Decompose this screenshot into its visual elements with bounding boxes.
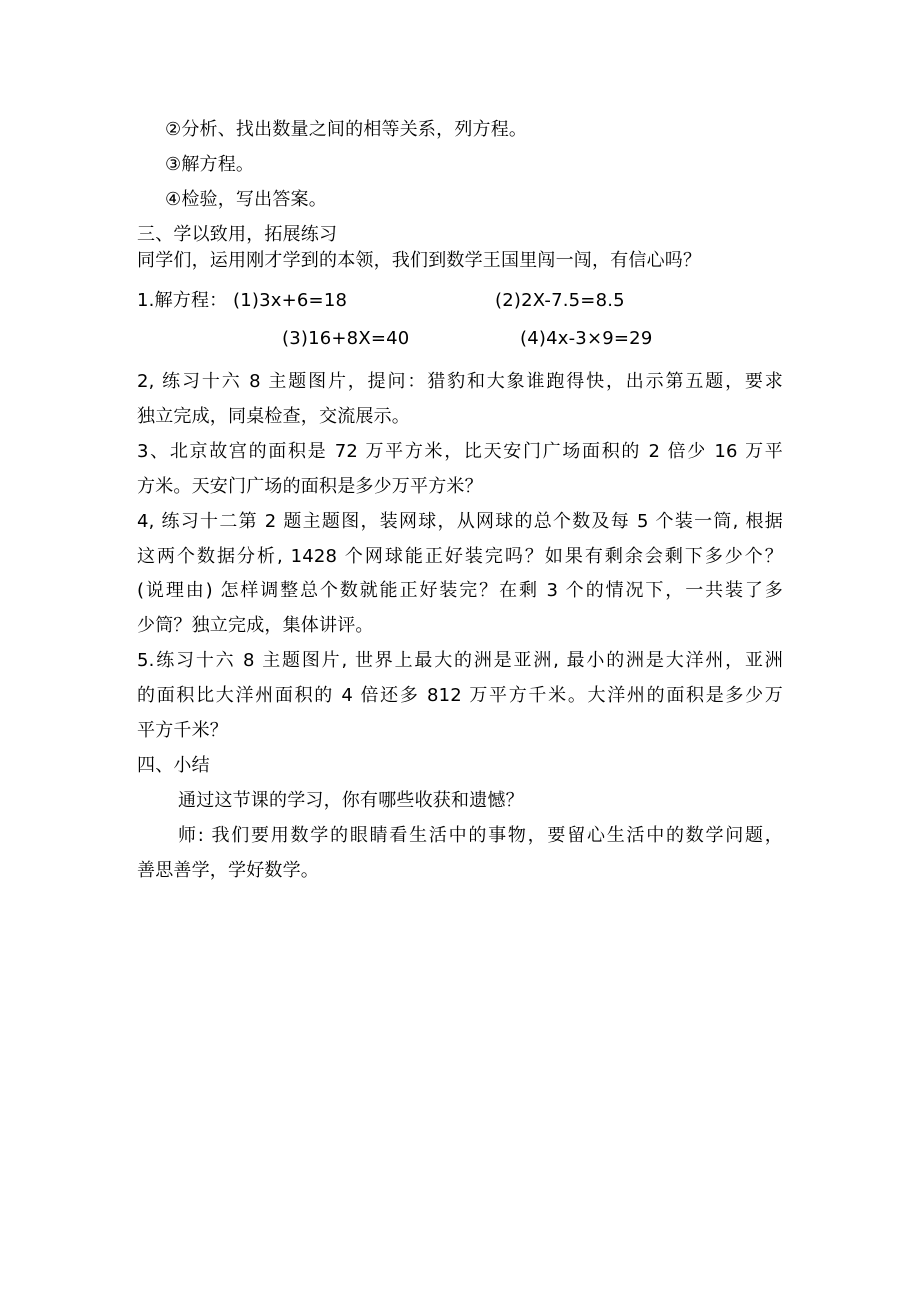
teacher-remark-line-1: 师: 我们要用数学的眼睛看生活中的事物，要留心生活中的数学问题， [178, 825, 783, 846]
exercise-5-line-1: 5.练习十六 8 主题图片, 世界上最大的洲是亚洲, 最小的洲是大洋州，亚洲 [137, 650, 783, 671]
teacher-remark-line-2: 善思善学，学好数学。 [137, 860, 319, 881]
exercise-4-line-4: 少筒？独立完成，集体讲评。 [137, 615, 374, 636]
equation-4: (4)4x-3×9=29 [520, 328, 653, 349]
summary-question: 通过这节课的学习，你有哪些收获和遗憾？ [178, 790, 524, 811]
step-3-text: ③解方程。 [165, 154, 255, 175]
section-3-heading: 三、学以致用，拓展练习 [137, 224, 338, 245]
equation-2: (2)2X-7.5=8.5 [495, 290, 625, 311]
exercise-2-line-2: 独立完成，同桌检查，交流展示。 [137, 406, 410, 427]
equation-3: (3)16+8X=40 [282, 328, 410, 349]
section-3-intro: 同学们，运用刚才学到的本领，我们到数学王国里闯一闯，有信心吗？ [137, 250, 702, 271]
exercise-3-line-2: 方米。天安门广场的面积是多少万平方米？ [137, 476, 483, 497]
exercise-4-line-1: 4, 练习十二第 2 题主题图，装网球，从网球的总个数及每 5 个装一筒, 根据 [137, 511, 783, 532]
section-4-heading: 四、小结 [137, 755, 210, 776]
exercise-2-line-1: 2, 练习十六 8 主题图片，提问：猎豹和大象谁跑得快，出示第五题，要求 [137, 371, 783, 392]
step-4-text: ④检验，写出答案。 [165, 189, 327, 210]
exercise-4-line-2: 这两个数据分析, 1428 个网球能正好装完吗？如果有剩余会剩下多少个？ [137, 546, 783, 567]
step-2-text: ②分析、找出数量之间的相等关系，列方程。 [165, 119, 528, 140]
exercise-1-label: 1.解方程： [137, 290, 228, 311]
equation-1: (1)3x+6=18 [233, 290, 348, 311]
exercise-5-line-3: 平方千米？ [137, 720, 228, 741]
exercise-5-line-2: 的面积比大洋州面积的 4 倍还多 812 万平方千米。大洋州的面积是多少万 [137, 685, 783, 706]
exercise-3-line-1: 3、北京故宫的面积是 72 万平方米，比天安门广场面积的 2 倍少 16 万平 [137, 441, 783, 462]
exercise-4-line-3: (说理由) 怎样调整总个数就能正好装完？在剩 3 个的情况下，一共装了多 [137, 580, 783, 601]
